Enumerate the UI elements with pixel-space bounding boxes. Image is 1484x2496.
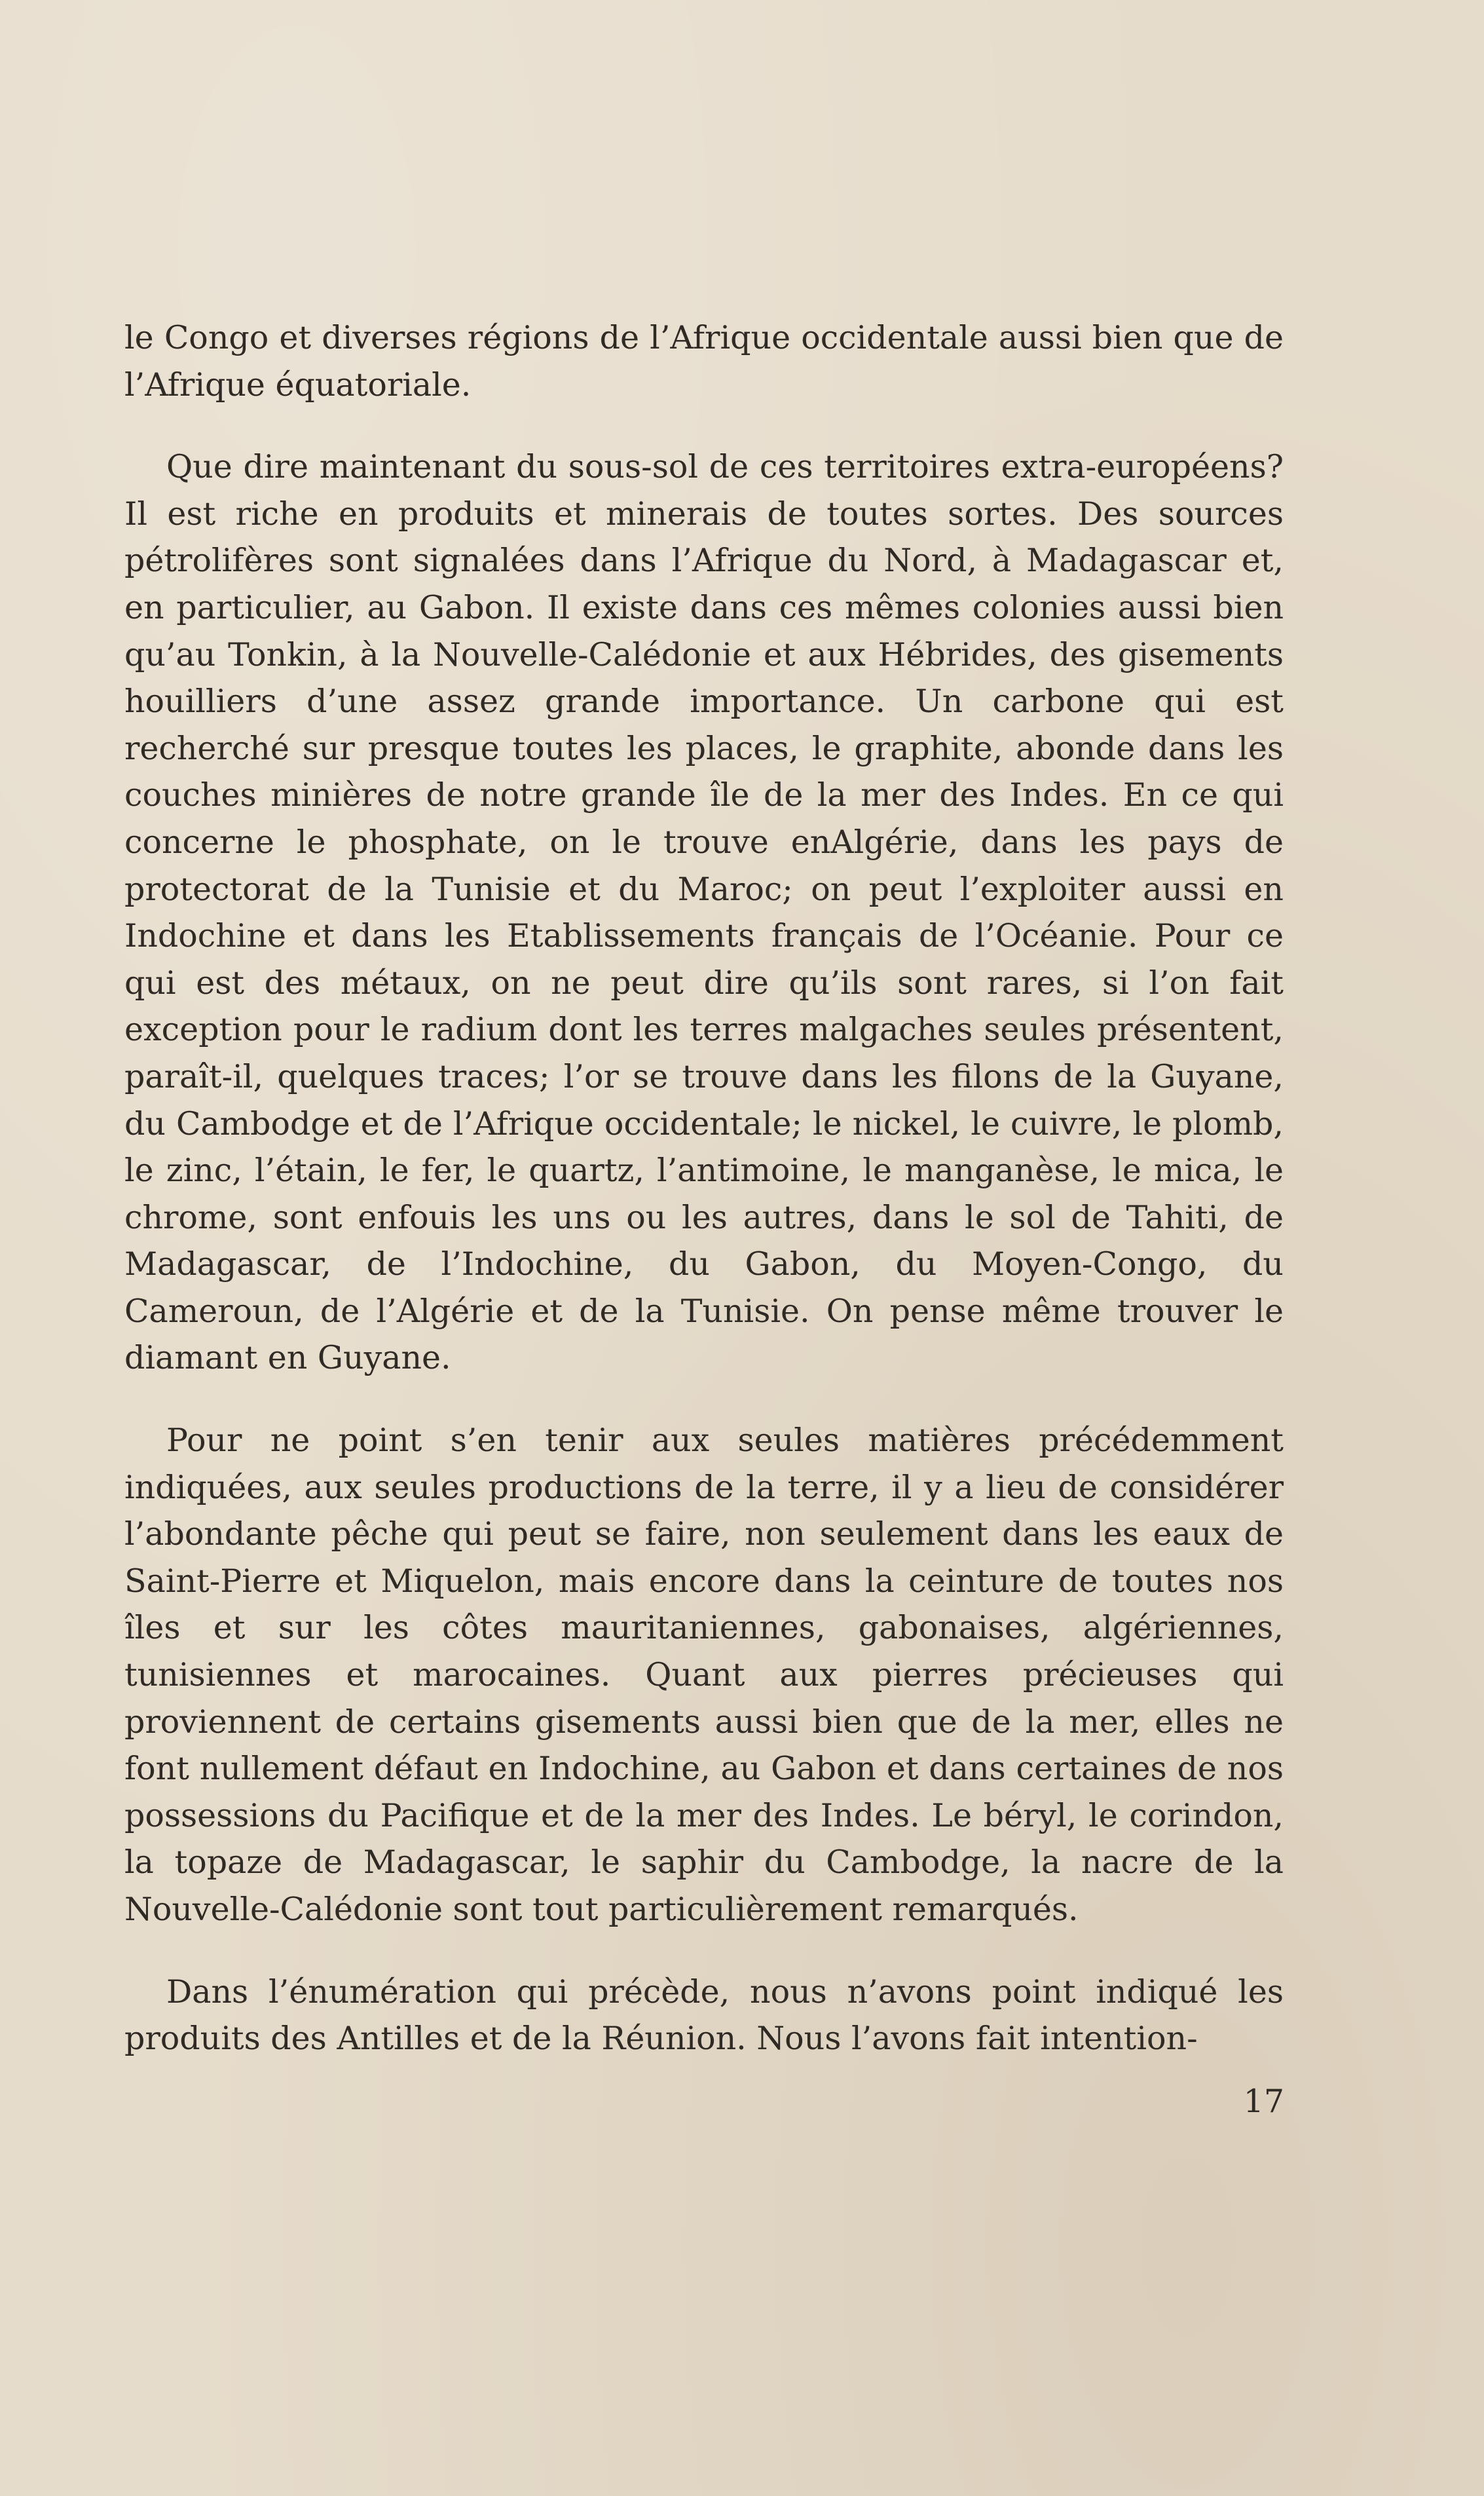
body-text	[124, 314, 1284, 2062]
paragraph-fishing-gems: Pour ne point s’en tenir aux seules matières précédemment indiquées, aux seules productions de la terre, il y a lieu de considérer l’abondante pêche qui peut se faire, non seulement dans les eaux de Saint-Pierre et Miquelon, mais encore dans la ceinture de toutes nos îles et sur les côtes mauritaniennes, gabonaises, algériennes, tunisiennes et marocaines. Quant aux pierres précieuses qui proviennent de certains gisements aussi bien que de la mer, elles ne font nullement défaut en Indochine, au Gabon et dans certaines de nos possessions du Pacifique et de la mer des Indes. Le béryl, le corindon, la topaze de Madagascar, le saphir du Cambodge, la nacre de la Nouvelle-Calédonie sont tout particulièrement remarqués.	[124, 1422, 1284, 1928]
paragraph-continuation: le Congo et diverses régions de l’Afrique occidentale aussi bien que de l’Afrique équatoriale.	[124, 319, 1284, 404]
paragraph-subsoil: Que dire maintenant du sous-sol de ces territoires extra-européens? Il est riche en produits et minerais de toutes sortes. Des sources pétrolifères sont signalées dans l’Afrique du Nord, à Madagascar et, en particulier, au Gabon. Il existe dans ces mêmes colonies aussi bien qu’au Tonkin, à la Nouvelle-Calédonie et aux Hébrides, des gisements houilliers d’une assez grande importance. Un carbone qui est recherché sur presque toutes les places, le graphite, abonde dans les couches minières de notre grande île de la mer des Indes. En ce qui concerne le phosphate, on le trouve enAlgérie, dans les pays de protectorat de la Tunisie et du Maroc; on peut l’exploiter aussi en Indochine et dans les Etablissements français de l’Océanie. Pour ce qui est des métaux, on ne peut dire qu’ils sont rares, si l’on fait exception pour le radium dont les terres malgaches seules présentent, paraît-il, quelques traces; l’or se trouve dans les filons de la Guyane, du Cambodge et de l’Afrique occidentale; le nickel, le cuivre, le plomb, le zinc, l’étain, le fer, le quartz, l’antimoine, le manganèse, le mica, le chrome, sont enfouis les uns ou les autres, dans le sol de Tahiti, de Madagascar, de l’Indochine, du Gabon, du Moyen-Congo, du Cameroun, de l’Algérie et de la Tunisie. On pense même trouver le diamant en Guyane.	[124, 448, 1284, 1377]
page-number: 17	[1243, 2083, 1284, 2120]
paragraph-enumeration: Dans l’énumération qui précède, nous n’avons point indiqué les produits des Antilles et de la Réunion. Nous l’avons fait intention-	[124, 1973, 1284, 2058]
